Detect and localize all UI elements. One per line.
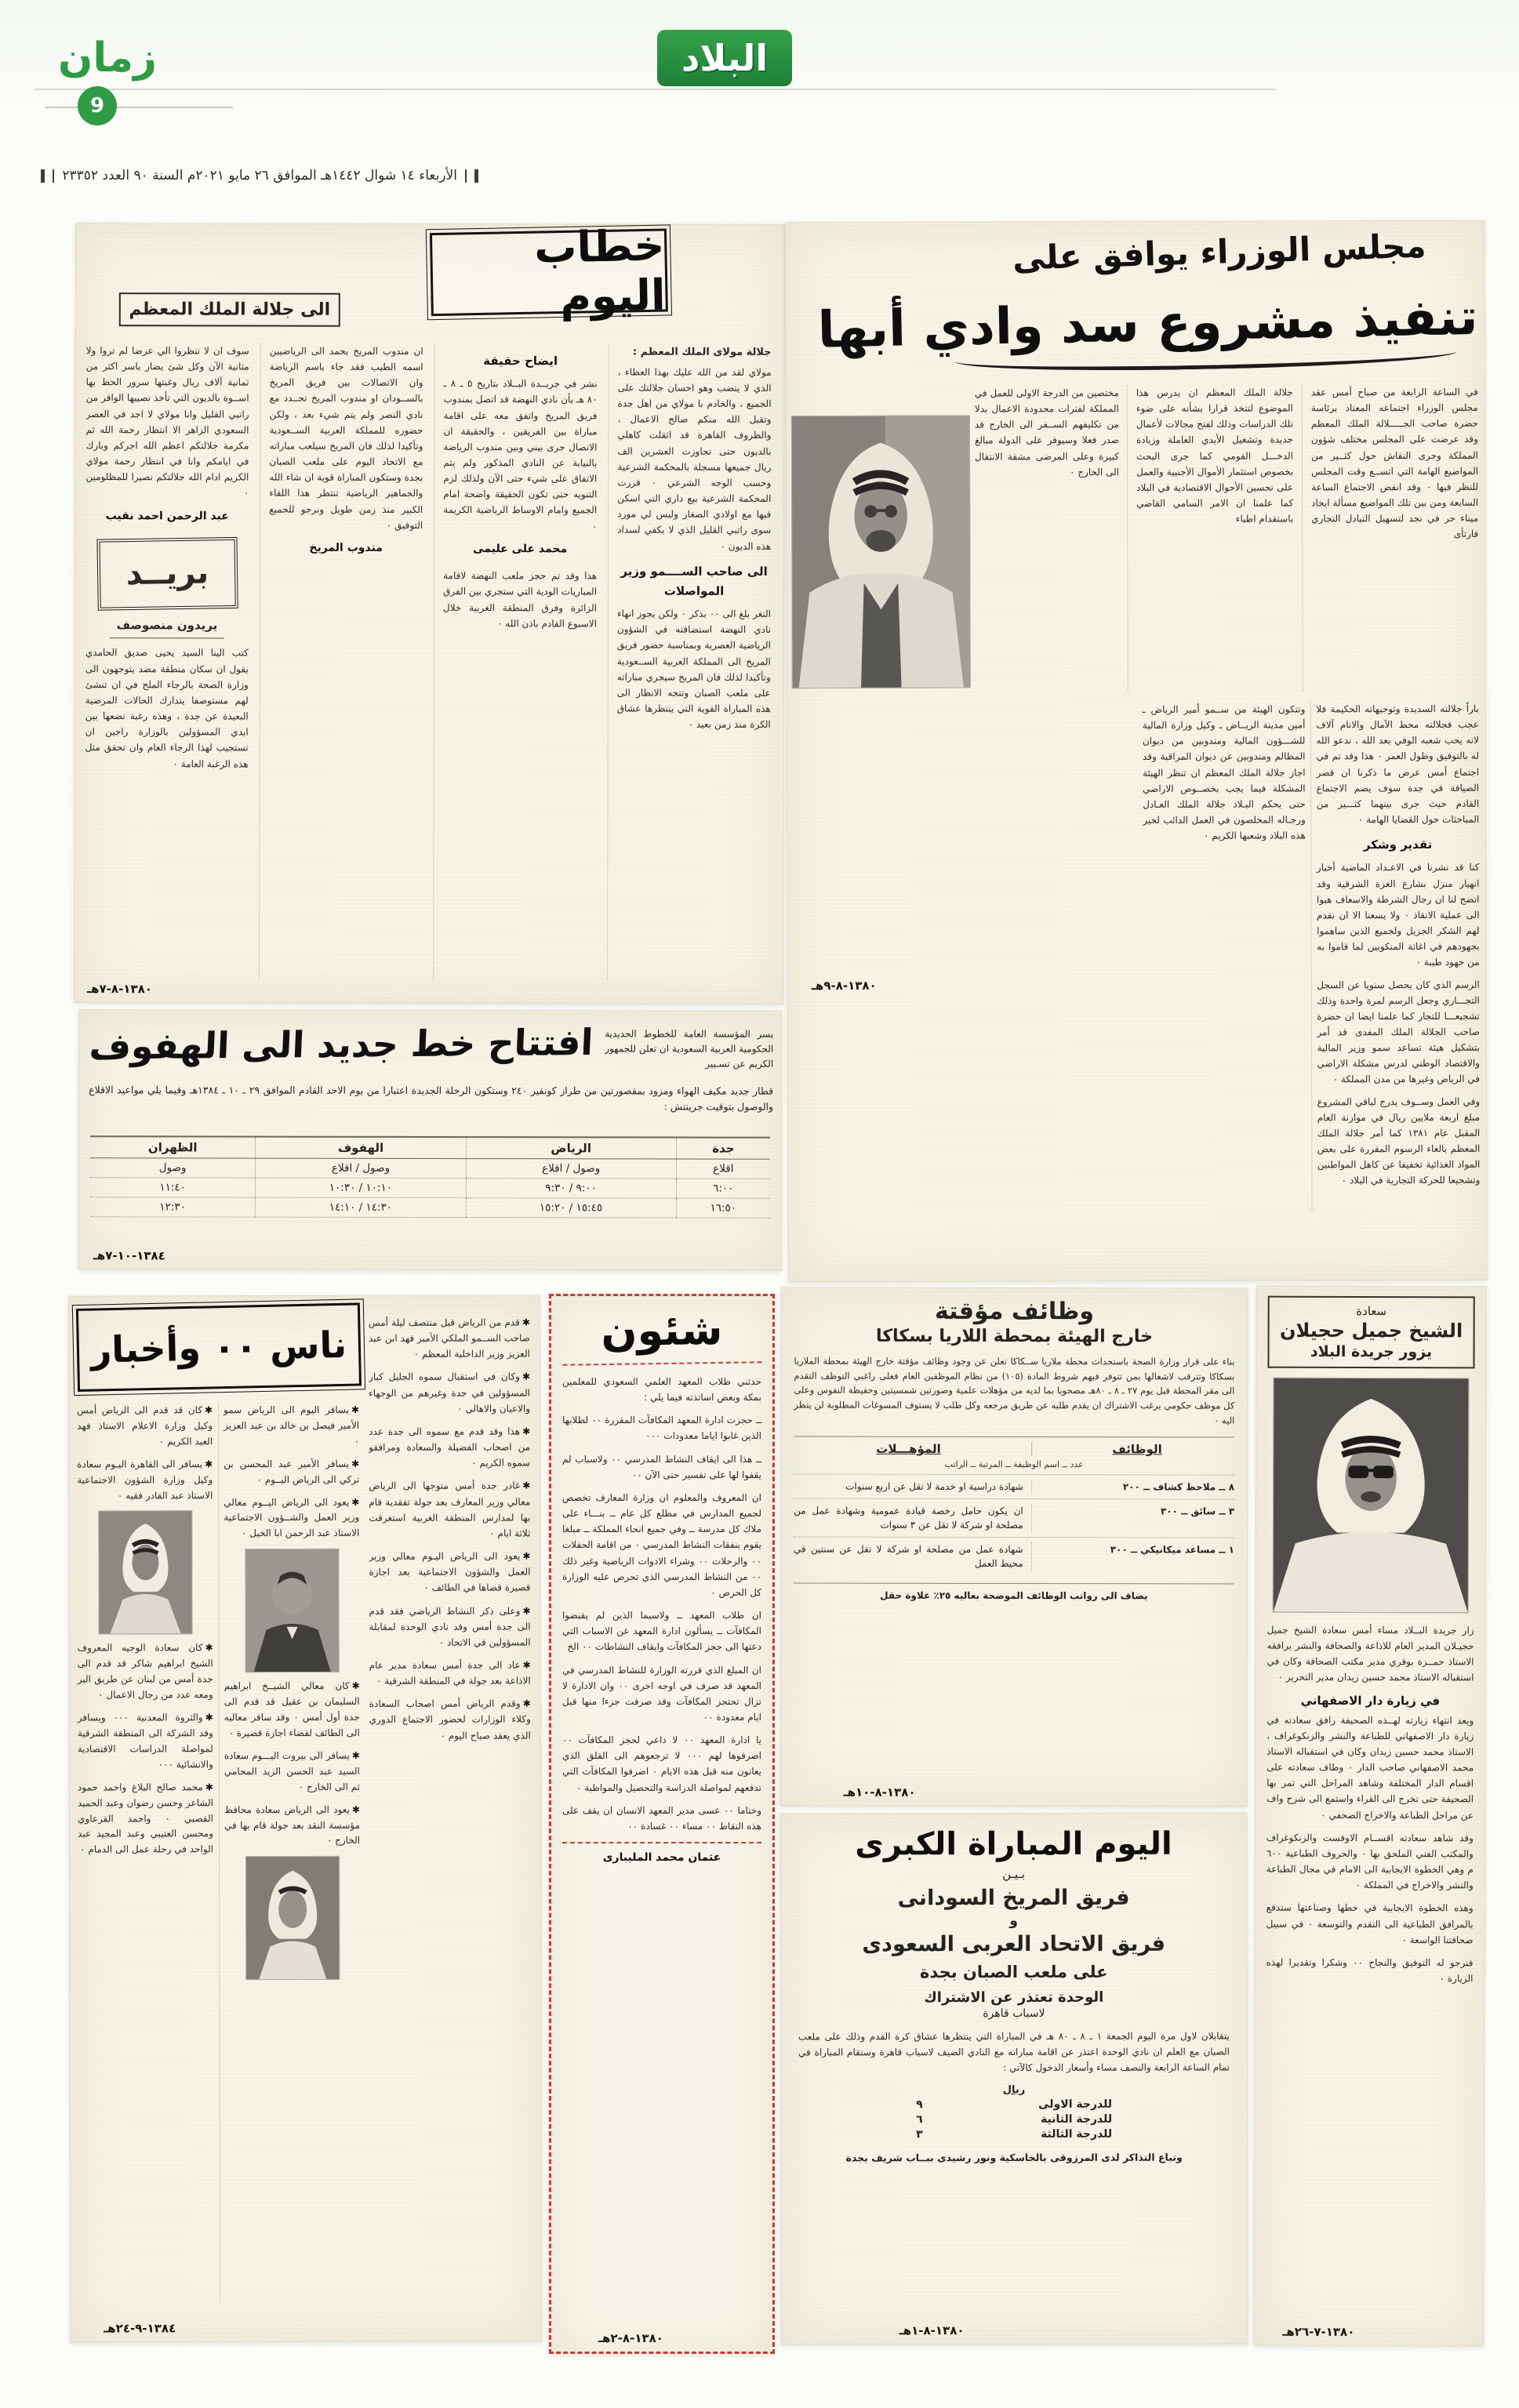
article-paragraph: وفي العمل وســوف يدرج لباقي المشروع مبلغ اربعة ملايين ريال في موازنة العام المقبل عام ١٣٨١ كما أمر جلالة الملك المعظم بالغاء الرسوم المقررة على بعض المواد الغذائية تخفيفا عن كاهل المواطنين وتشجيعا للحركة التجارية في البلاد ٠ — [1317, 1095, 1481, 1186]
job-qualification-cell: شهادة دراسية او خدمة لا تقل عن اربع سنوات — [794, 1480, 1032, 1495]
article-paragraph: في الساعة الرابعة من صباح أمس عقد مجلس الوزراء اجتماعه المعتاد برئاسة حضرة صاحب الجـــــلالة الملك المعظم وقد عرضت على المجلس مختلف شؤون المملكة وجرى النقاش حول كثــير من المواضيع الهامة التي اتســع وقت المجلس للنظر فيها ٠ وقد انفض الاجتماع الساعة السابعة ومن بين تلك المواضيع مسألة ايجاد ميناء حر في نجد لتسهيل التبادل التجاري فارتأى — [1310, 386, 1479, 540]
article-columns-with-photos — [77, 1403, 361, 2304]
article-paragraph: جلالة الملك المعظم ان يدرس هذا الموضوع لتتخذ قرارا بشأنه على ضوء تلك الدراسات وذلك لفتح مجالات لأعمال جديدة وتشغيل الأيدي العاملة وزيادة الدخـــل القومي كما جرى البحث بخصوص استثمار الأموال الأجنبية والعمل على تحسين الأحوال الاقتصادية في البلاد كما علمنا ان الامر السامي القاضي باستقدام اطباء — [1136, 387, 1294, 525]
sheikh-portrait-photo — [1273, 1378, 1470, 1614]
clipping-temporary-jobs — [779, 1287, 1248, 1807]
city-header: الظهران — [90, 1136, 256, 1158]
column-title-bareed: بريــد — [96, 537, 238, 611]
date-line-bar — [474, 169, 478, 183]
news-brief-text: قدم من الرياض قبل منتصف ليلة أمس صاحب الســمو الملكي الأمير فهد ابن عبد العزيز وزير الداخلية المعظم ٠ — [368, 1317, 530, 1360]
job-position-cell: ٨ ــ ملاحظ كشاف ــ ٢٠٠ — [1122, 1481, 1235, 1493]
clipping-big-match — [779, 1812, 1248, 2344]
section-logo-zaman: زمان — [57, 35, 158, 82]
job-row — [794, 1537, 1234, 1576]
mode-cell: وصول — [90, 1158, 256, 1178]
bullet-star-icon: ✱ — [351, 1803, 360, 1815]
letter-salutation: جلالة مولاى الملك المعظم : — [632, 346, 772, 358]
news-brief-text: كان معالي الشيــخ ابراهيم السليمان بن عقيل قد قدم الى جدة أول أمس ٠ وقد سافر معاليه الى الطائف لقضاء اجازة قصيرة ٠ — [223, 1680, 360, 1739]
signature-mulaybari: عثمان محمد المليبارى — [602, 1851, 721, 1865]
subheadline-sakaka-station: خارج الهيئة بمحطة اللاريا بسكاكا — [875, 1326, 1153, 1347]
masthead-divider-line — [45, 107, 233, 108]
headline-abha-dam-project: تنفيذ مشروع سد وادي أبها — [817, 288, 1479, 360]
subhead-bareed: يريدون منصوصف — [110, 616, 224, 638]
ticket-class: للدرجة الثالثة — [1041, 2127, 1113, 2141]
clipping-hujailan-visit — [1253, 1286, 1487, 2347]
mode-cell: اقلاع — [676, 1159, 770, 1179]
news-brief-text: يعود الى الرياض اليـوم معالي وزير العمل والشؤون الاجتماعية بعد اجازة قصيرة قضاها في الطائف ٠ — [369, 1550, 531, 1594]
ticket-class: للدرجة الثانية — [1041, 2112, 1113, 2126]
job-title: ملاحظ كشاف — [1153, 1481, 1216, 1493]
bullet-star-icon: ✱ — [351, 1458, 360, 1469]
news-brief-text: عاد الى جدة أمس سعادة مدير عام الاذاعة بعد جولة في المنطقة الشرقية ٠ — [369, 1659, 531, 1687]
ticket-price: ٣ — [916, 2127, 923, 2141]
clipping-cabinet-abha-dam — [785, 220, 1488, 1282]
column-title-khitab-alyawm: خطاب اليوم — [430, 228, 668, 316]
mode-cell: وصول / اقلاع — [466, 1159, 676, 1179]
article-column — [1302, 384, 1479, 692]
bullet-star-icon: ✱ — [351, 1496, 360, 1508]
bullet-star-icon: ✱ — [351, 1404, 360, 1415]
news-brief — [78, 1780, 213, 1858]
ticket-price-row — [916, 2113, 1112, 2126]
clipping-nas-wa-akhbar — [68, 1295, 542, 2342]
job-title: مساعد ميكانيكي — [1140, 1544, 1216, 1556]
clipping-date: ١٣٨٠-٨-٧هـ — [86, 982, 152, 997]
qualifications-header: المؤهـــلات — [794, 1442, 1032, 1457]
schedule-times-row — [90, 1197, 770, 1219]
article-paragraph: نشر في جريــدة البــلاد بتاريخ ٥ ـ ٨ ـ ٨٠ هـ بأن نادي النهضة قد اتصل بمندوب فريق المريخ واتفق معه على اقامة مباراة بين الفريقين ، والحقيقة ان الاتصال جرى بيني وبين مندوب الرياضة بالنيابة عن النادي المذكور ولم يتم الاتفاق على شيء حتى الآن ولذلك لزم التنويه حتى تكون الحقيقة واضحة امام الجميع وامام الاوساط الرياضية الكريمة ٠ — [443, 378, 598, 532]
bullet-star-icon: ✱ — [522, 1604, 531, 1617]
clipping-hofuf-railway-line — [78, 1009, 783, 1271]
job-grade: ٣٠٠ — [1110, 1544, 1128, 1556]
headline-cabinet-approves: مجلس الوزراء يوافق على — [1012, 226, 1427, 278]
subhead-clarification: ايضاح حقيقة — [483, 354, 558, 369]
news-brief — [369, 1696, 531, 1744]
article-paragraph: وختاما ٠٠ عسى مدير المعهد الانسان ان يقف على هذه النقاط ٠٠ مساء ٠٠ غسادة ٠٠ — [562, 1804, 761, 1832]
and-label: و — [1009, 1912, 1018, 1930]
news-brief-text: وكان في استقبال سموه الجليل كبار المسؤولين في جدة وغيرهم من الوجهاء والاعيان والاهالي ٠ — [369, 1371, 531, 1415]
signature-alimi: محمد على عليمى — [473, 542, 568, 556]
job-count: ٨ — [1228, 1481, 1235, 1493]
ticket-price: ٩ — [916, 2097, 923, 2111]
job-qualification-cell: شهادة عمل من مصلحة او شركة لا تقل عن سنتين في محيط العمل — [794, 1542, 1032, 1571]
news-brief — [369, 1549, 530, 1596]
visit-headline-line2: الشيخ جميل حجيلان — [1279, 1319, 1463, 1342]
article-paragraph: يسر المؤسسة العامة للخطوط الحديدية الحكومية العربية السعودية ان تعلن للجمهور الكريم عن تسـيير — [605, 1028, 774, 1070]
clipping-date: ١٣٨٠-٨-٩هـ — [811, 978, 877, 993]
king-portrait-illustration — [792, 416, 970, 688]
article-paragraph: ان المبلغ الذي قررته الوزارة للنشاط المدرسي في المعهد قد صرف في اوجه اخرى ٠٠ وان الادارة لا تزال تحتجز المكافآت وقد صرفت جزءا منها قبل ايام معدودة ٠٠ — [562, 1664, 762, 1723]
news-brief-text: يعود الى الرياض اليــوم معالي وزير العمل والشــؤون الاجتماعية الاستاذ عبد الرحمن ابا الخيل ٠ — [223, 1496, 360, 1539]
city-header: الرياض — [466, 1137, 676, 1159]
city-header: الهفوف — [256, 1137, 466, 1159]
ticket-price-row — [916, 2098, 1112, 2111]
news-brief — [223, 1457, 359, 1488]
column-title-shuun: شئون — [561, 1304, 761, 1366]
visit-headline-line3: يزور جريدة البلاد — [1310, 1342, 1433, 1361]
article-paragraph: كنا قد نشرنا في الاعـداد الماضية أخبار انهيار منزل بشارع الغزة الشرقية وقد اتضح لنا ان رجال الشرطة والاسعاف هبوا الى عملية الانقاذ ٠ ولا يسعنا الا ان نقدم لهم الشكر الجزيل ولجميع الذين ساهموا بجهودهم في اغاثة المنكوبين لما قاموا به من جهود طيبة ٠ — [1316, 862, 1480, 968]
job-row — [794, 1498, 1234, 1538]
bullet-star-icon: ✱ — [205, 1642, 213, 1654]
prices-unit-label: ريال — [1002, 2083, 1026, 2096]
news-brief — [369, 1369, 530, 1417]
time-cell: ١٦:٥٠ — [676, 1198, 770, 1218]
apology-reason-line: لاسباب قاهرة — [983, 2007, 1045, 2021]
clipping-date: ١٣٨٠-٧-٢٦هـ — [1282, 2324, 1355, 2339]
news-brief — [369, 1423, 530, 1471]
article-paragraph: وهذه الخطوة الايجابية في خطها وصناعتها ستدفع بالمرافق الطباعية الى التقدم والتوسعة ٠ في سبيل صحافتنا الواسعة ٠ — [1266, 1901, 1474, 1946]
bullet-star-icon: ✱ — [522, 1480, 531, 1491]
subhead-to-transport-minister: الى صاحب الســــمو وزير المواصلات — [620, 564, 768, 598]
jobs-table-header — [794, 1436, 1234, 1457]
article-column — [1266, 1622, 1474, 1987]
train-schedule-table — [90, 1135, 770, 1219]
article-paragraph: ان طلاب المعهد ــ ولاسيما الذين لم يقبضوا المكافآت ــ يسألون ادارة المعهد عن الاسباب التي دعتها الى حجز المكافآت وايقاف النشاطات ٠٠ الخ — [562, 1610, 761, 1653]
issue-date-text: الأربعاء ١٤ شوال ١٤٤٢هـ الموافق ٢٦ مايو ٢٠٢١م السنة ٩٠ العدد ٢٣٣٥٢ — [62, 168, 457, 183]
headline-new-hofuf-line: افتتاح خط جديد الى الهفوف — [88, 1021, 594, 1068]
headline-big-match-today: اليوم المباراة الكبرى — [855, 1825, 1172, 1863]
clipping-date: ١٣٨٠-٨-١هـ — [899, 2323, 965, 2338]
news-brief — [224, 1749, 360, 1796]
article-paragraph: وبعد انتهاء زيارته لهــذه الصحيفة رافق سعادته في زيارة دار الاصفهاني للطباعة والنشر والزنكوغراف ، الاستاذ محمد حسين زيدان وكان في استقباله الاستاذ محمد الاصفهاني صاحب الدار ٠ وطاف سعادته على اقسام الدار المختلفة وشاهد المراحل التي تمر بها الصحيفة حتى تخرج الى القراء واستمع الى شرح واف عن مراحل الطباعة والاخراج الصحفي ٠ — [1266, 1714, 1474, 1821]
job-grade: ٢٠٠ — [1122, 1481, 1140, 1493]
visit-headline-line1: سعادة — [1356, 1303, 1387, 1319]
news-brief — [369, 1657, 531, 1689]
issue-date-line — [37, 168, 821, 183]
article-paragraph: مختصين من الدرجة الاولى للعمل في المملكة لفترات محدودة الاعمال بدلا من تكليفهم الســفر الى الخارج قد صدر فعلا وسيوفر على الدولة مبالغ كبيرة وعلى المرضى مشقة الانتقال الى الخارج ٠ — [974, 387, 1120, 478]
news-brief-text: محمد صالح البلاغ واحمد حمود الشاعر وحسن رضوان وعبد الحميد القصبي ٠ واحمد القرعاوي ومحسن العتيبي وعبد المجيد عبد الواحد في رحلة عمل الى الدمام ٠ — [77, 1781, 214, 1855]
news-brief — [77, 1403, 213, 1450]
article-paragraph: يتقابلان لاول مرة اليوم الجمعة ١ ـ ٨ ـ ٨٠ هـ في المباراة التي ينتظرها عشاق كرة القدم وذلك على ملعب الصبان مع العلم ان نادي الوحدة اعتذر عن اقامة مباراته مع النادي الضيف لاسباب قاهرة وستقام المباراة في تمام الساعة الرابعة والنصف مساء وأسعار الدخول كالآتي : — [798, 2030, 1230, 2073]
news-brief — [224, 1679, 360, 1742]
article-paragraph: باراً جلالته السديدة وتوجيهاته الحكيمة فلا عجب فجلالته محط الآمال والانام آلاف لانه يحب شعبه الوفي بعد الله ، ندعو الله له بالتوفيق وطول العمر ٠ هذا وقد تم في اجتماع أمس عرض ما ذكرنا ان قصر الضيافة في جدة سوف يضم الاجتماع القادم حيث جرى بينهما كثـــير من المباحثات حول القضايا الهامة ٠ — [1316, 703, 1480, 826]
article-paragraph: مولاي لقد من الله عليك بهذا العطاء ، الذي لا ينضب وهو احسان جلالتك على الجميع ، والخادم با مولاي من اهل جدة وتقبل الله منكم صالح الاعمال ، والظروف القاهرة قد اثقلت كاهلي بالديون حتى تجاوزت العشرين الف ريال جميعها مسجلة بالمحكمة الشرعية وحسب الوجه الشرعي ٠ قررت المحكمة الشرعية بيع داري التي اسكن فيها مع اولادي الصغار وليس لي مورد سوى راتبي القليل الذي لا يكفي لسداد هذه الديون ٠ — [617, 366, 772, 552]
bullet-star-icon: ✱ — [351, 1749, 360, 1761]
bullet-star-icon: ✱ — [522, 1550, 531, 1562]
news-brief-text: يسافر الى القاهرة اليـوم سعادة وكيل وزارة الشؤون الاجتماعية الاستاذ عبد القادر فقيه ٠ — [77, 1458, 213, 1501]
date-line-bar — [53, 169, 54, 183]
clipping-date: ١٣٨٠-٨-١٠هـ — [843, 1785, 916, 1800]
mode-cell: وصول / اقلاع — [256, 1158, 466, 1178]
signature-naqib: عبد الرحمن احمد نقيب — [105, 509, 229, 523]
news-brief-text: كان قد قدم الى الرياض أمس وكيل وزارة الاعلام الاستاذ فهد العبد الكريم ٠ — [77, 1404, 213, 1447]
jobs-columns-note: عدد ــ اسم الوظيفة ــ المرتبة ــ الراتب — [944, 1458, 1084, 1470]
masthead-rule — [35, 89, 1276, 90]
article-column — [975, 385, 1120, 692]
schedule-times-row — [90, 1178, 770, 1199]
news-brief-text: وقدم الرياض أمس اصحاب السعادة وكلاء الوزارات لحضور الاجتماع الدوري الذي يعقد صباح اليوم ٠ — [369, 1698, 531, 1742]
king-portrait-photo — [791, 416, 971, 689]
red-dashed-divider — [562, 1842, 761, 1843]
bullet-star-icon: ✱ — [521, 1317, 530, 1328]
news-brief-text: كان سعادة الوجيه المعروف الشيخ ابراهيم شاكر قد قدم الى جدة أمس من لبنان عن طريق البر ومعه عدد من رجال الاعمال ٠ — [77, 1642, 213, 1701]
news-brief-text: غادر جدة أمس متوجها الى الرياض معالي وزير المعارف بعد جولة تفقدية قام بها لمدارس المنطقة الغربية استغرقت ثلاثة ايام ٠ — [369, 1480, 531, 1539]
article-paragraph: بناء على قرار وزارة الصحة باستحداث محطة ملاريا ســكاكا تعلن عن وجود وظائف مؤقتة خارج الهيئة بمحطة الملاريا بسكاكا وتترقب لاشغالها بمن تتوفر فيهم شروط المادة (١٠٥) من نظام الموظفين العام فعلى راغبي التوظف التقدم الى مقر المحطة قبل يوم ٢٧ ـ ٨ ـ ٨٠هـ مصحوبا بما لديه من مؤهلات علمية وصورتين شمسيتين وحفيظة النفوس وعلى كل موظف حكومي يرغب الاشتراك ان يقدم طلبه عن طريق مرجعه وكل طلب لا يستوف المسوغات المطلوبة لن ينظر اليه ٠ — [794, 1355, 1235, 1426]
article-paragraph: ــ هذا الى ايقاف النشاط المدرسي ٠٠ ولاسباب لم يقفوا لها على تفسير حتى الآن ٠٠ — [562, 1453, 761, 1480]
job-qualification-cell: ان يكون حامل رخصة قيادة عمومية وشهادة عمل من مصلحة او شركة لا تقل عن ٣ سنوات — [794, 1504, 1032, 1533]
bullet-star-icon: ✱ — [521, 1371, 531, 1382]
news-brief-text: والثروة المعدنية ٠٠٠ ويسافر وفد الشركة الى المنطقة الشرقية لمواصلة الدراسات الاقتصادية والانشائية ٠٠٠ — [77, 1712, 213, 1771]
column-title-nas-wa-akhbar: ناس ٠٠ وأخبار — [76, 1302, 362, 1392]
portrait-illustration — [99, 1512, 191, 1634]
news-brief — [369, 1314, 530, 1362]
article-column — [1127, 384, 1294, 692]
ticket-class: للدرجة الاولى — [1038, 2097, 1113, 2111]
article-paragraph: فنرجو له التوفيق والنجاح ٠٠ وشكرا وتقديرا لهذه الزيارة ٠ — [1266, 1956, 1474, 1985]
clipping-date: ١٣٨٠-٨-٢هـ — [598, 2331, 663, 2345]
page-number-badge: 9 — [78, 86, 117, 125]
portrait-photo-ghutra-2 — [98, 1511, 192, 1635]
clipping-date: ١٣٨٤-٩-٢٤هـ — [104, 2321, 176, 2336]
time-cell: ١٠:١٠ / ١٠:٣٠ — [256, 1178, 466, 1197]
news-brief-text: وعلى ذكر النشاط الرياضي فقد قدم الى جدة أمس وفد نادي الوحدة لمقابلة المسؤولين في الاتحاد ٠ — [369, 1605, 531, 1648]
ticket-price-row — [916, 2128, 1112, 2141]
article-paragraph: سوف ان لا تنظروا الي عرضا لم تروا ولا مثانية الآن وكل شئ يضار باسر اكثر من ثمانية آلاف ريال وغبتها سرور الحظ بها اســوة بالديون التي تأخذ نصيبها الوافر من راتبي القليل وانا مولاي لا اجد في العصر السعودي الزاهر الا انتظار رحمة الله ثم مكرمة جلالتكم اعظم الله اجركم وبارك في ايامكم وانا في انتظار رحمة مولاي الكريم ادام الله جلالتكم نصيرا للمظلومين ٠ — [85, 345, 249, 499]
bullet-star-icon: ✱ — [522, 1426, 531, 1437]
bullet-star-icon: ✱ — [205, 1404, 213, 1416]
news-brief-text: يعود الى الرياض سعادة محافظ مؤسسة النقد بعد جولة قام بها في الخارج ٠ — [223, 1803, 361, 1847]
bullet-star-icon: ✱ — [522, 1698, 531, 1709]
article-paragraph: ان مندوب المريخ يحمد الى الرياضيين اسمه الطيب فقد جاء باسم الرياضة وان الاتصالات بين فريق المريخ بالســودان او مندوب المريخ تجــدد مع نادي النصر ولم يتم شيء بعد ، ولكن حضوره للمملكة العربية الســعودية وتأكيدا لذلك فان المريخ سيلعب مباراته مع الاتحاد اليوم على ملعب الصبان بجدة وستكون المباراة قوية ان شاء الله والجماهير الرياضية تنتظر هذا اللقاء الكبير منذ زمن طويل ونرجو للجميع التوفيق ٠ — [269, 345, 423, 531]
bullet-star-icon: ✱ — [351, 1680, 360, 1692]
clipping-date: ١٣٨٤-١٠-٧هـ — [93, 1248, 165, 1263]
ticket-price: ٦ — [916, 2112, 923, 2126]
visit-headline-box — [1267, 1296, 1474, 1369]
positions-header: الوظائف — [1112, 1442, 1162, 1457]
bullet-star-icon: ✱ — [205, 1712, 213, 1723]
news-brief — [223, 1403, 359, 1450]
news-brief — [369, 1603, 531, 1651]
job-position-cell: ١ ــ مساعد ميكانيكي ــ ٣٠٠ — [1110, 1544, 1235, 1556]
article-paragraph: النغر بلغ الى ٠٠ بذكر ٠ ولكن يجوز انهاء نادي النهضة استضافته في الشؤون الرياضية العصرية وبمناسبة حضور فريق المريخ الى المملكة العربية الســعودية وتأكيدا لذلك فان المريخ سيجري مباراته على ملعب الصبان وتتجه الانظار الى هذه المباراة القوية التي ينتظرها عشاق الكرة منذ زمن بعيد ٠ — [616, 608, 772, 731]
news-brief-text: يسافر اليوم الى الرياض سمو الأمير فيصل بن خالد بن عبد العزيز ٠ — [223, 1404, 360, 1447]
team-ittihad: فريق الاتحاد العربى السعودى — [862, 1931, 1166, 1957]
portrait-illustration — [246, 1857, 339, 1979]
signature-merrikh-delegate: مندوب المريخ — [309, 541, 383, 554]
news-brief — [224, 1802, 360, 1849]
subhead-appreciation-thanks: تقدير وشكر — [1363, 837, 1433, 852]
time-cell: ١٤:٣٠ / ١٤:١٠ — [256, 1197, 466, 1217]
bullet-star-icon: ✱ — [205, 1781, 213, 1792]
news-brief — [78, 1641, 213, 1704]
article-lower-columns — [795, 701, 1481, 1214]
news-brief-text: يسافر الأمير عبد المحسن بن تركي الى الرياض اليــوم ٠ — [223, 1458, 360, 1485]
article-paragraph: الرسم الذي كان يحصل سنويا عن السجل التجـــاري وجعل الرسم لمرة واحدة وذلك تشجيعـــا للتجار كما علمنا ايضا ان حضرة صاحب الجلالة الملك المفدى قد أمر بتشكيل هيئة تساعد سمو وزير المالية والاقتصاد الوطني لدرس مشكلة الاراضي في الرياض وغيرها من مدن المملكة ٠ — [1317, 979, 1481, 1085]
schedule-cities-row — [90, 1136, 770, 1159]
article-paragraph: يا ادارة المعهد ٠٠ لا داعي لحجز المكافآت ٠٠ اصرفوها لهم ٠٠٠ لا ترجعوهم الى القلق الذي يعانون منه قبل هذه الايام ٠ اصرفوا المكافآت التي تدفعهم لمواصلة الدراسة والتحصيل والمواظبة ٠ — [562, 1734, 762, 1793]
city-header: جدة — [676, 1138, 770, 1160]
article-paragraph: حدثني طلاب المعهد العلمي السعودي للمعلمين بمكة وبعض اساتذته فيما يلي : — [562, 1376, 761, 1404]
job-title: سائق — [1190, 1505, 1216, 1517]
portrait-illustration — [245, 1549, 338, 1672]
time-cell: ٩:٠٠ / ٩:٣٠ — [466, 1179, 676, 1198]
venue-line: على ملعب الصبان بجدة — [920, 1962, 1108, 1982]
time-cell: ١٥:٤٥ / ١٥:٢٠ — [466, 1198, 676, 1218]
heading-to-his-majesty: الى جلالة الملك المعظم — [119, 292, 340, 327]
article-paragraph: وقد شاهد سعادته اقســام الاوفست والزنكوغراف والمكتب الفني الملحق بها ٠ والحروف الطباعية ٦٠٠ م وهي الخطوة الايجابية الى الامام في مجال الطباعة والنشر والاخراج في المملكة ٠ — [1266, 1832, 1474, 1891]
article-paragraph: كتب الينا السيد يحيى صديق الحامدي يقول ان سكان منطقة مضد يتوجهون الى وزارة الصحة بالرجاء الملح في ان تنشئ لهم مستوصفا يتدارك الحالات المرضية البعيدة عن جدة ، وهذه رغبة نضعها بين ايدي المسؤولين بالوزارة راجين ان تستجيب لهذا الرجاء العام وان تحقق مثل هذه الرغبة العامة ٠ — [85, 647, 249, 770]
subhead-asfahani-house-visit: في زيارة دار الاصفهاني — [1300, 1693, 1441, 1708]
bullet-star-icon: ✱ — [205, 1458, 213, 1469]
article-column — [433, 343, 598, 980]
article-paragraph: قطار جديد مكيف الهواء ومزود بمقصورتين من طراز كونفير ٢٤٠ وستكون الرحلة الجديدة اعتبارا من يوم الاحد القادم الموافق ٢٩ ـ ١٠ ـ ١٣٨٤هـ وفيما يلي مواعيد الاقلاع والوصول بتوقيت جرينتش : — [89, 1084, 774, 1113]
team-merrikh: فريق المريخ السودانى — [897, 1885, 1130, 1911]
article-column — [85, 343, 249, 979]
news-brief-text: يسافر الى بيروت اليـــوم سعادة السيد عبد الحسن الزيد المحامي ثم الى الخارج ٠ — [223, 1749, 360, 1792]
article-paragraph: ان المعروف والمعلوم ان وزارة المعارف تخصص لجميع المدارس في مطلع كل عام ــ بنـــاء على ملاك كل مدرسة ــ وفي جميع انحاء المملكة ــ مبلغا يقوم بنفقات النشاط المدرسي ٠ من اقامة الحفلات ٠٠ والرحلات ٠٠ وشراء الادوات الرياضية وغير ذلك ٠٠ من النشاط المدرسي الذي تحرص عليه الوزارة كل الحرص ٠ — [562, 1491, 762, 1598]
wahda-apology-line: الوحدة تعتذر عن الاشتراك — [924, 1989, 1104, 2007]
date-line-bar — [465, 169, 467, 183]
job-row — [794, 1474, 1234, 1499]
sheikh-portrait-illustration — [1274, 1378, 1469, 1613]
news-brief — [223, 1495, 359, 1542]
clipping-khitab-alyawm — [74, 220, 785, 1004]
ticket-sales-line: وتباع التذاكر لدى المرزوقى بالخاسكية ونور رشيدى ببــاب شريف بجدة — [845, 2151, 1183, 2164]
article-column — [259, 343, 423, 980]
article-paragraph: زار جريدة البــلاد مساء أمس سعادة الشيخ جميل حجيـلان المدير العام للاذاعة والصحافة والنشر يرافقه الاستاذ حمــزة بوقري مدير مكتب الصحافة وكان في استقباله الاستاذ محمد حسين زيدان مدير التحرير ٠ — [1266, 1624, 1474, 1683]
news-brief — [369, 1478, 530, 1542]
between-label: بـيـن — [1002, 1866, 1026, 1882]
article-column — [607, 343, 772, 980]
news-brief-text: هذا وقد قدم مع سموه الى جدة عدد من اصحاب الفضيلة والسعادة ومرافقو سموه الكريم ٠ — [369, 1426, 531, 1469]
article-paragraph: ــ حجزت ادارة المعهد المكافآت المقررة ٠٠ لطلابها الذين غابوا اياما معدودات ٠٠٠ — [562, 1415, 761, 1442]
article-paragraph: هذا وقد تم حجز ملعب النهضة لاقامة المباريات الودية التي ستجري بين الفرق الزائرة وفرق المنطقة الغربية خلال الاسبوع القادم باذن الله ٠ — [443, 570, 598, 630]
job-count: ١ — [1228, 1544, 1235, 1556]
bullet-star-icon: ✱ — [522, 1659, 531, 1671]
job-position-cell: ٣ ــ سائق ــ ٣٠٠ — [1160, 1505, 1235, 1517]
article-column — [562, 1374, 761, 1864]
job-grade: ٣٠٠ — [1160, 1505, 1178, 1517]
headline-temporary-jobs: وظائف مؤقتة — [934, 1297, 1095, 1326]
time-cell: ١١:٤٠ — [90, 1178, 256, 1197]
newspaper-logo-albilad: البلاد — [657, 30, 792, 86]
news-brief — [78, 1710, 213, 1773]
time-cell: ٦:٠٠ — [676, 1179, 770, 1198]
date-line-bar — [41, 169, 45, 183]
news-brief — [77, 1457, 213, 1504]
clipping-shuun-column — [549, 1294, 775, 2354]
time-cell: ١٢:٣٠ — [90, 1197, 256, 1217]
jobs-allowance-note: يضاف الى رواتب الوظائف الموضحة بعاليه ٢٥٪ علاوة حقل — [794, 1583, 1234, 1602]
article-paragraph: وتتكون الهيئة من ســمو أمير الرياض ـ أمين مدينة الريــاض ـ وكيل وزارة المالية للشـــؤون المالية ومندوبين من ديوان المظالم ومندوبين عن ديوان المراقبة وقد اجاز جلالة الملك المعظم ان تنظر الهيئة المشكلة فيما يجب بخصــوص الاراضي حتى يحكم البـلاد جلالة الملك العـادل ورجـاله المخلصون في العمل الدائب لخير هذه البلاد وشعبها الكريم ٠ — [1142, 703, 1306, 842]
portrait-photo-ghutra — [245, 1856, 340, 1980]
article-column — [369, 1314, 532, 2304]
portrait-photo-suit — [245, 1549, 339, 1673]
schedule-modes-row — [90, 1158, 770, 1179]
job-count: ٣ — [1228, 1505, 1235, 1517]
